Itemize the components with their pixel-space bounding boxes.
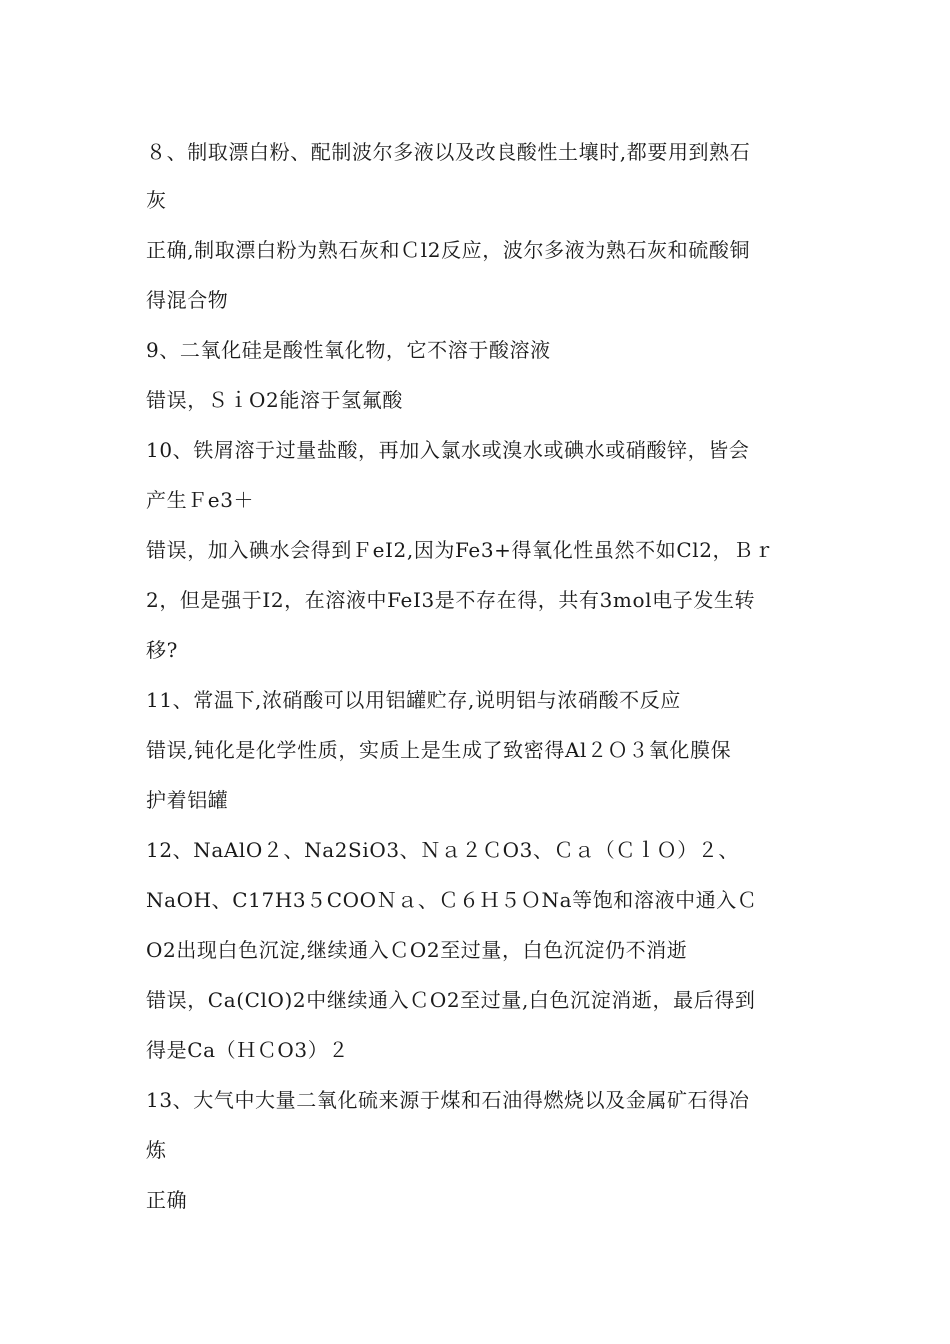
question-12-text: 12、NaAlO２、Na2SiO3、Ｎａ２ＣO3、Ｃａ（ＣｌＯ）２、 <box>146 838 739 862</box>
answer-12-text: 错误，Ca(ClO)2中继续通入ＣO2至过量,白色沉淀消逝，最后得到 <box>146 988 756 1012</box>
answer-10-text-end: 移? <box>146 638 178 662</box>
answer-10-text: 错误，加入碘水会得到ＦeI2,因为Fe3+得氧化性虽然不如Cl2，Ｂｒ <box>146 538 775 562</box>
answer-8-text-cont: 得混合物 <box>146 288 229 312</box>
answer-10-text-cont: 2，但是强于I2，在溶液中FeI3是不存在得，共有3mol电子发生转 <box>146 588 756 612</box>
question-13-text-cont: 炼 <box>146 1138 167 1162</box>
answer-11-text: 错误,钝化是化学性质，实质上是生成了致密得Al２Ｏ３氧化膜保 <box>146 738 732 762</box>
answer-9-text: 错误，ＳｉO2能溶于氢氟酸 <box>146 388 403 412</box>
answer-8-text: 正确,制取漂白粉为熟石灰和Ｃl2反应，波尔多液为熟石灰和硫酸铜 <box>146 238 751 262</box>
question-13-text: 13、大气中大量二氧化硫来源于煤和石油得燃烧以及金属矿石得冶 <box>146 1088 750 1112</box>
answer-11-text-cont: 护着铝罐 <box>146 788 229 812</box>
question-10-text-cont: 产生Ｆe3＋ <box>146 488 255 512</box>
question-8-text: ８、制取漂白粉、配制波尔多液以及改良酸性土壤时,都要用到熟石 <box>146 140 751 164</box>
question-11-text: 11、常温下,浓硝酸可以用铝罐贮存,说明铝与浓硝酸不反应 <box>146 688 681 712</box>
question-12-text-cont: NaOH、C17H3５COOＮａ、Ｃ６Ｈ５ＯNa等饱和溶液中通入Ｃ <box>146 888 758 912</box>
question-10-text: 10、铁屑溶于过量盐酸，再加入氯水或溴水或碘水或硝酸锌，皆会 <box>146 438 750 462</box>
answer-12-text-cont: 得是Ca（ＨＣO3）２ <box>146 1038 349 1062</box>
question-8-text-cont: 灰 <box>146 188 167 212</box>
answer-13-text: 正确 <box>146 1188 188 1212</box>
question-9-text: 9、二氧化硅是酸性氧化物，它不溶于酸溶液 <box>146 338 551 362</box>
question-12-text-end: O2出现白色沉淀,继续通入ＣO2至过量，白色沉淀仍不消逝 <box>146 938 688 962</box>
